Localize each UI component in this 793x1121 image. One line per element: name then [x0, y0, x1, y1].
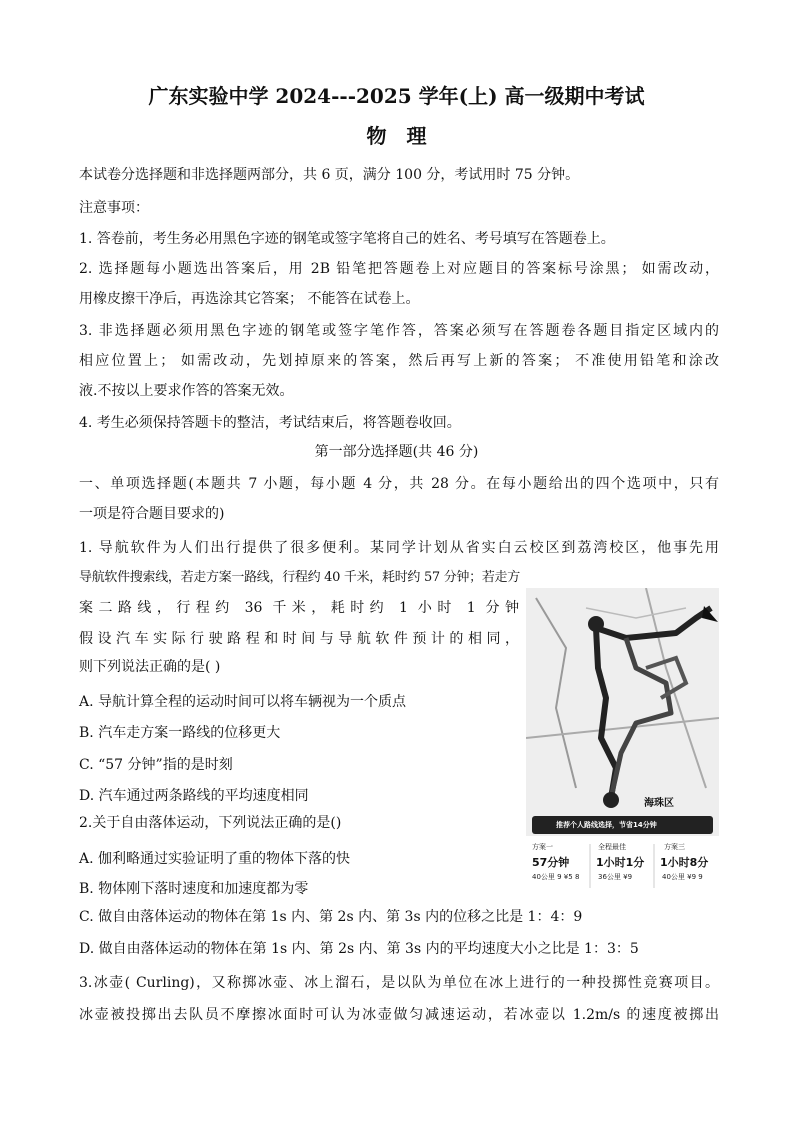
q1-option-d: D. 汽车通过两条路线的平均速度相同 — [79, 788, 309, 804]
q1-option-c: C. “57 分钟”指的是时刻 — [79, 757, 233, 773]
plan-2-dist: 36公里 ¥9 — [598, 873, 633, 881]
plan-2-name: 全程最佳 — [598, 843, 626, 851]
q1-option-a: A. 导航计算全程的运动时间可以将车辆视为一个质点 — [79, 694, 407, 710]
plan-3-name: 方案三 — [664, 843, 685, 851]
q3-line2: 冰壶被投掷出去队员不摩擦冰面时可认为冰壶做匀减速运动，若冰壶以 1.2m/s 的速度被掷出 — [79, 1007, 719, 1023]
plan-1-dist: 40公里 9 ¥5 8 — [532, 873, 580, 881]
q2-option-d: D. 做自由落体运动的物体在第 1s 内、第 2s 内、第 3s 内的平均速度大小之比是 1：3：5 — [79, 941, 639, 957]
q1-stem-line2: 导航软件搜索线，若走方案一路线，行程约 40 千米，耗时约 57 分钟；若走方 — [79, 570, 520, 585]
notice-3-line3: 液.不按以上要求作答的答案无效。 — [79, 383, 294, 399]
q1-stem-line5: 则下列说法正确的是( ) — [79, 659, 221, 675]
subject-title: 物理 — [366, 124, 447, 148]
q2-option-a: A. 伽利略通过实验证明了重的物体下落的快 — [79, 851, 351, 867]
navigation-map-figure — [526, 588, 719, 894]
notice-heading: 注意事项： — [79, 200, 149, 216]
section1-line2: 一项是符合题目要求的) — [79, 506, 225, 522]
notice-3-line1: 3. 非选择题必须用黑色字迹的钢笔或签字笔作答，答案必须写在答题卷各题目指定区域内的 — [79, 323, 719, 339]
plan-3-time: 1小时8分 — [660, 856, 709, 869]
q1-option-b: B. 汽车走方案一路线的位移更大 — [79, 725, 281, 741]
map-banner: 推荐个人路线选择，节省14分钟 — [556, 821, 657, 829]
section1-line1: 一、单项选择题(本题共 7 小题，每小题 4 分，共 28 分。在每小题给出的四个选项中，只有 — [79, 476, 719, 492]
map-place-label: 海珠区 — [644, 798, 674, 809]
notice-1: 1. 答卷前，考生务必用黑色字迹的钢笔或签字笔将自己的姓名、考号填写在答题卷上。 — [79, 231, 615, 247]
page-title: 广东实验中学 2024---2025 学年(上) 高一级期中考试 — [148, 84, 645, 108]
q1-stem-line3: 案二路线，行程约 36 千米，耗时约 1 小时 1 分钟 — [79, 600, 519, 616]
intro-text: 本试卷分选择题和非选择题两部分，共 6 页，满分 100 分，考试用时 75 分钟。 — [79, 167, 580, 183]
plan-3-dist: 40公里 ¥9 9 — [662, 873, 703, 881]
q2-option-b: B. 物体刚下落时速度和加速度都为零 — [79, 881, 309, 897]
q1-stem-line1: 1. 导航软件为人们出行提供了很多便利。某同学计划从省实白云校区到荔湾校区，他事先用 — [79, 540, 719, 556]
q1-stem-line4: 假设汽车实际行驶路程和时间与导航软件预计的相同， — [79, 631, 519, 647]
notice-2-line2: 用橡皮擦干净后，再选涂其它答案； 不能答在试卷上。 — [79, 291, 420, 307]
q3-line1: 3.冰壶( Curling)，又称掷冰壶、冰上溜石，是以队为单位在冰上进行的一种投掷性竞赛项目。 — [79, 975, 719, 991]
plan-2-time: 1小时1分 — [596, 856, 645, 869]
notice-3-line2: 相应位置上； 如需改动，先划掉原来的答案，然后再写上新的答案； 不准使用铅笔和涂改 — [79, 353, 719, 369]
q2-stem: 2.关于自由落体运动，下列说法正确的是() — [79, 815, 342, 831]
q2-option-c: C. 做自由落体运动的物体在第 1s 内、第 2s 内、第 3s 内的位移之比是 1：4：9 — [79, 909, 583, 925]
plan-1-time: 57分钟 — [532, 856, 570, 869]
notice-2-line1: 2. 选择题每小题选出答案后，用 2B 铅笔把答题卷上对应题目的答案标号涂黑； 如需改动， — [79, 261, 719, 277]
part1-heading: 第一部分选择题(共 46 分) — [314, 444, 479, 460]
plan-1-name: 方案一 — [532, 843, 553, 851]
notice-4: 4. 考生必须保持答题卡的整洁，考试结束后，将答题卷收回。 — [79, 415, 461, 431]
